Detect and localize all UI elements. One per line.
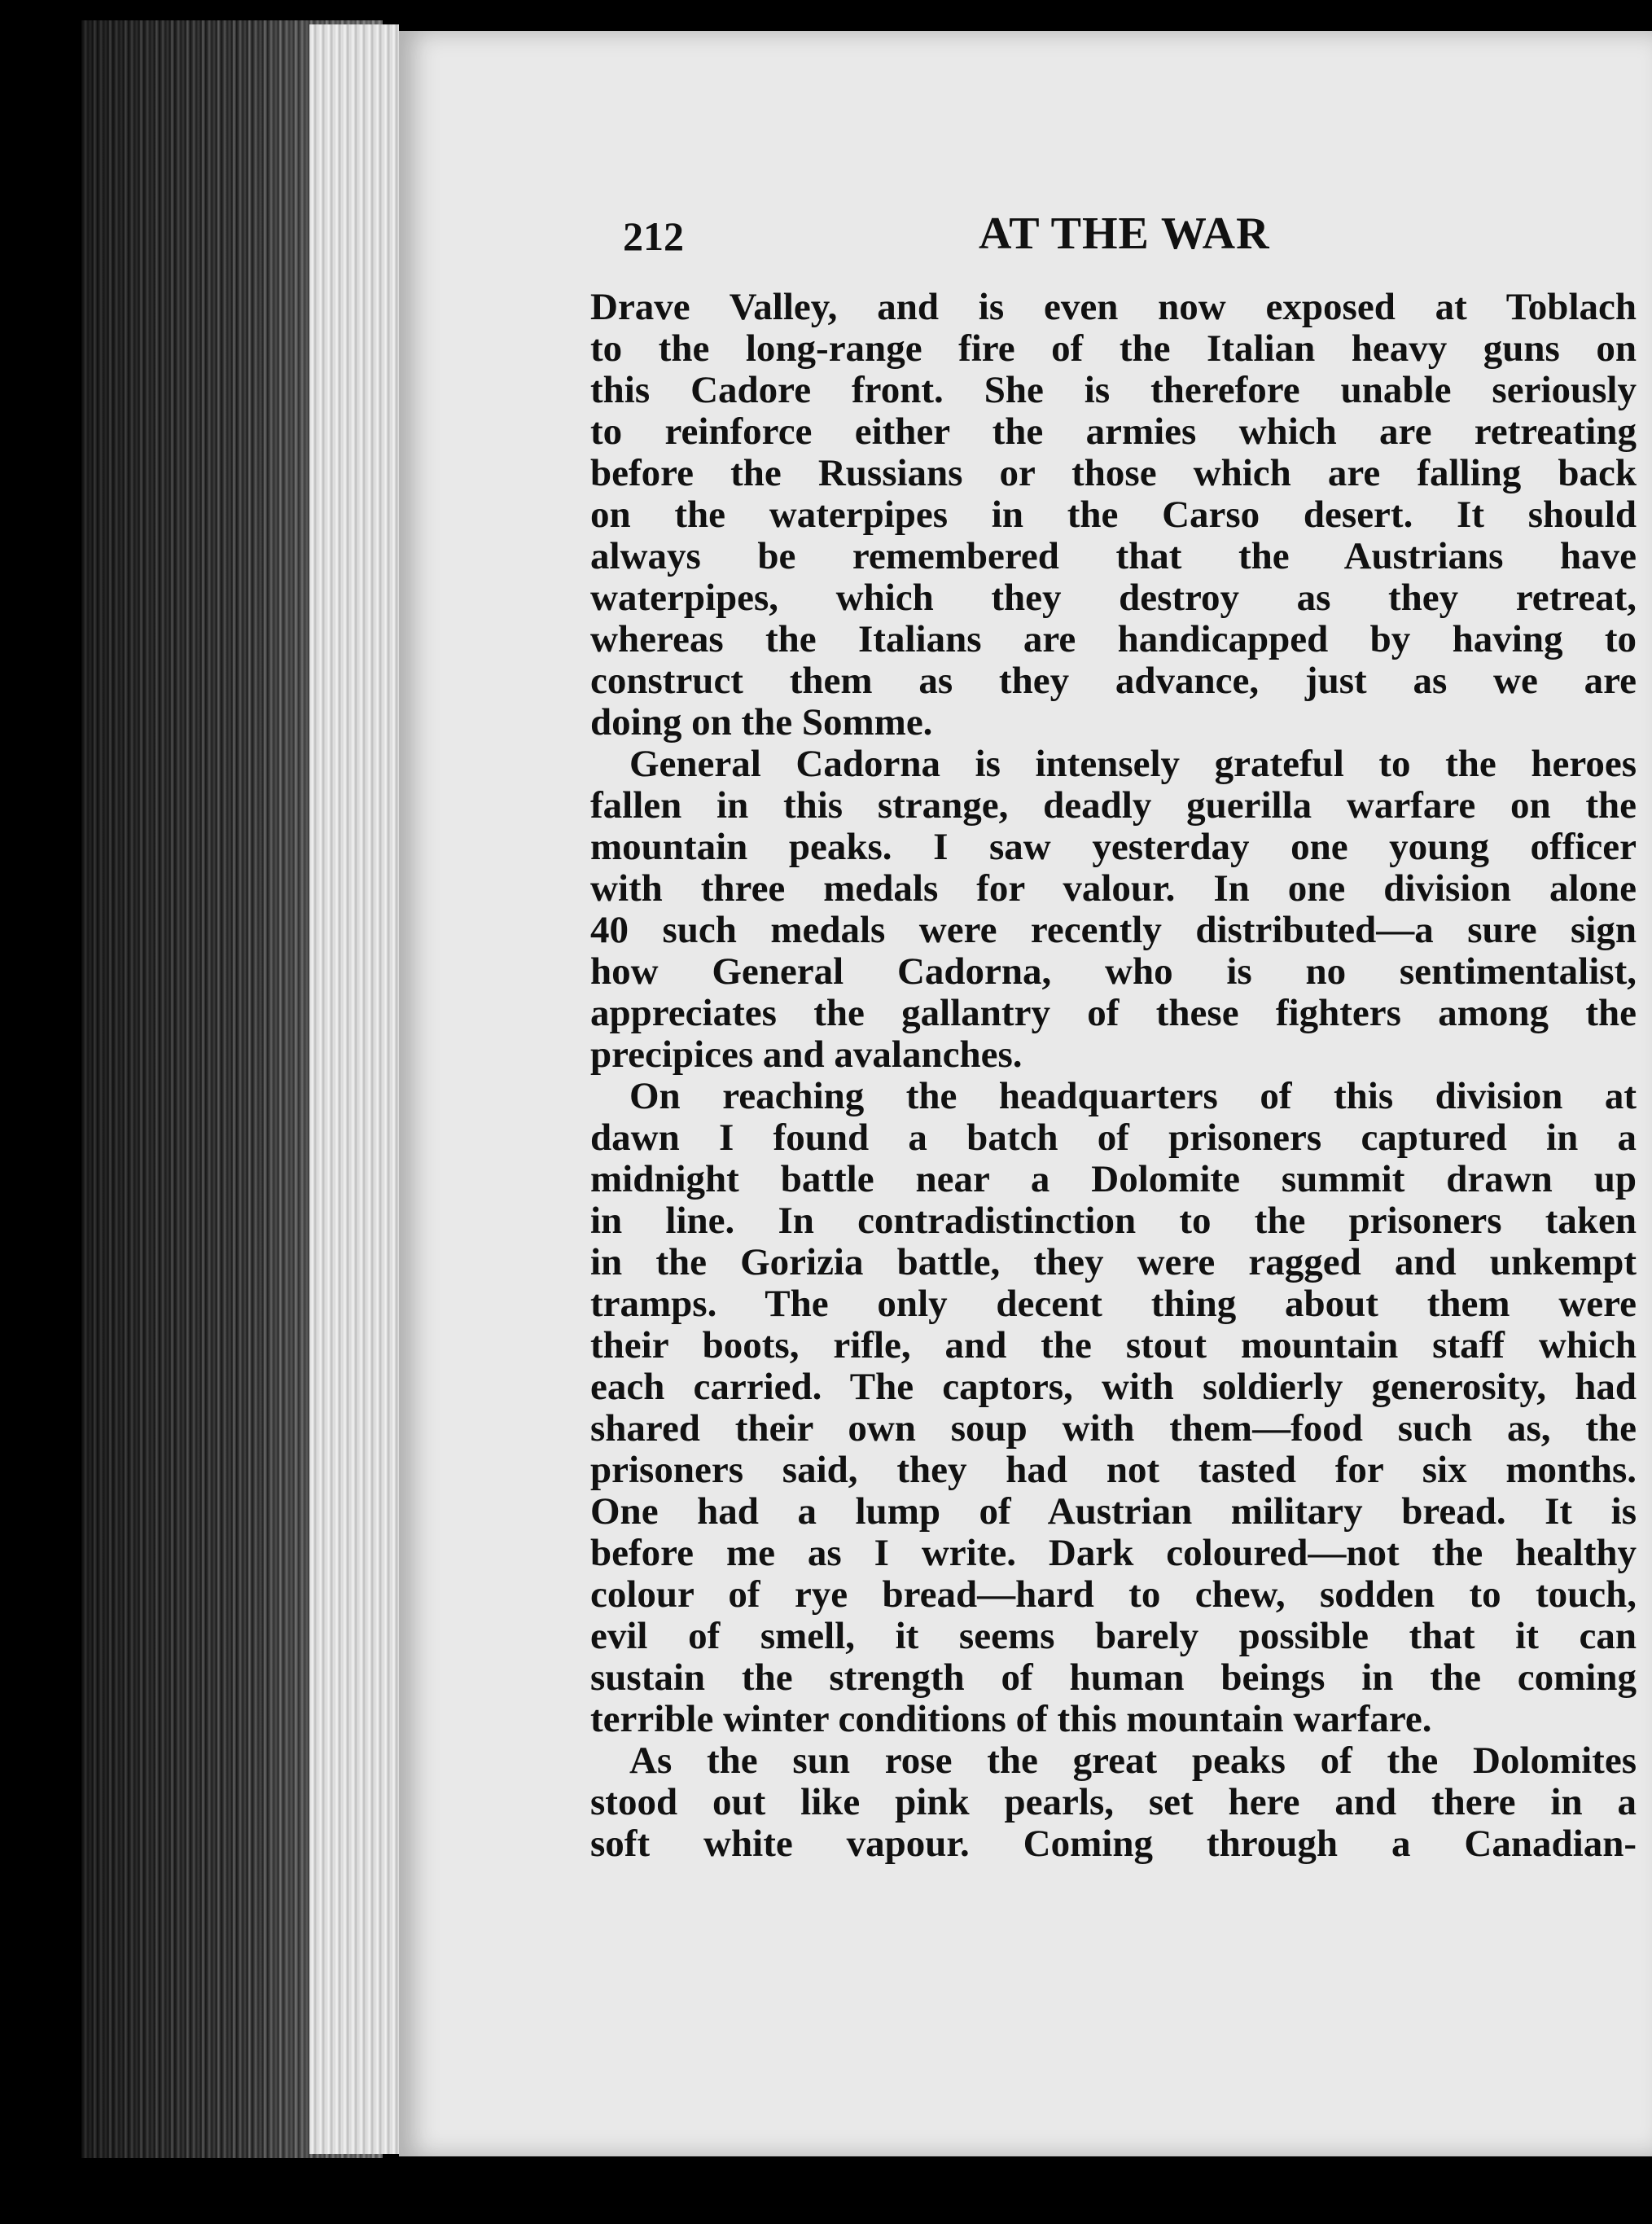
text-line: sustain the strength of human beings in the coming [590, 1657, 1637, 1699]
text-line: doing on the Somme. [590, 702, 933, 744]
text-line: in the Gorizia battle, they were ragged and unkempt [590, 1242, 1637, 1283]
text-line: to reinforce either the armies which are retreating [590, 411, 1637, 453]
text-line: terrible winter conditions of this mountain warfare. [590, 1699, 1432, 1740]
text-line: Drave Valley, and is even now exposed at Toblach [590, 287, 1637, 328]
text-line: fallen in this strange, deadly guerilla warfare on the [590, 785, 1637, 827]
text-line: prisoners said, they had not tasted for six months. [590, 1450, 1637, 1491]
text-line: 40 such medals were recently distributed—a sure sign [590, 910, 1637, 951]
text-line: always be remembered that the Austrians have [590, 536, 1637, 577]
text-line: tramps. The only decent thing about them were [590, 1283, 1637, 1325]
text-line: whereas the Italians are handicapped by having to [590, 619, 1637, 660]
text-line: As the sun rose the great peaks of the Dolomites [629, 1740, 1637, 1782]
text-line: dawn I found a batch of prisoners captured in a [590, 1117, 1637, 1159]
text-line: waterpipes, which they destroy as they retreat, [590, 577, 1637, 619]
text-line: colour of rye bread—hard to chew, sodden to touch, [590, 1574, 1637, 1616]
text-line: soft white vapour. Coming through a Canadian- [590, 1823, 1637, 1865]
text-line: One had a lump of Austrian military bread. It is [590, 1491, 1637, 1533]
text-line: construct them as they advance, just as we are [590, 660, 1637, 702]
text-line: midnight battle near a Dolomite summit drawn up [590, 1159, 1637, 1200]
text-line: how General Cadorna, who is no sentimentalist, [590, 951, 1637, 993]
page-number: 212 [623, 213, 684, 259]
text-line: before me as I write. Dark coloured—not the healthy [590, 1533, 1637, 1574]
text-line: precipices and avalanches. [590, 1034, 1023, 1076]
running-head-title: AT THE WAR [979, 208, 1270, 259]
text-line: to the long-range fire of the Italian heavy guns on [590, 328, 1637, 370]
text-line: with three medals for valour. In one division alone [590, 868, 1637, 910]
text-line: their boots, rifle, and the stout mountain staff which [590, 1325, 1637, 1366]
text-line: evil of smell, it seems barely possible that it can [590, 1616, 1637, 1657]
text-line: each carried. The captors, with soldierly generosity, had [590, 1366, 1637, 1408]
text-line: General Cadorna is intensely grateful to the heroes [629, 744, 1637, 785]
text-line: before the Russians or those which are falling back [590, 453, 1637, 494]
text-line: this Cadore front. She is therefore unable seriously [590, 370, 1637, 411]
text-line: mountain peaks. I saw yesterday one young officer [590, 827, 1637, 868]
text-line: shared their own soup with them—food such as, the [590, 1408, 1637, 1450]
text-line: on the waterpipes in the Carso desert. It should [590, 494, 1637, 536]
text-line: On reaching the headquarters of this division at [629, 1076, 1637, 1117]
body-text [590, 287, 1637, 1865]
book-page-edges-light [309, 24, 399, 2154]
text-line: in line. In contradistinction to the prisoners taken [590, 1200, 1637, 1242]
running-head [623, 208, 1637, 273]
text-line: appreciates the gallantry of these fighters among the [590, 993, 1637, 1034]
text-line: stood out like pink pearls, set here and there in a [590, 1782, 1637, 1823]
